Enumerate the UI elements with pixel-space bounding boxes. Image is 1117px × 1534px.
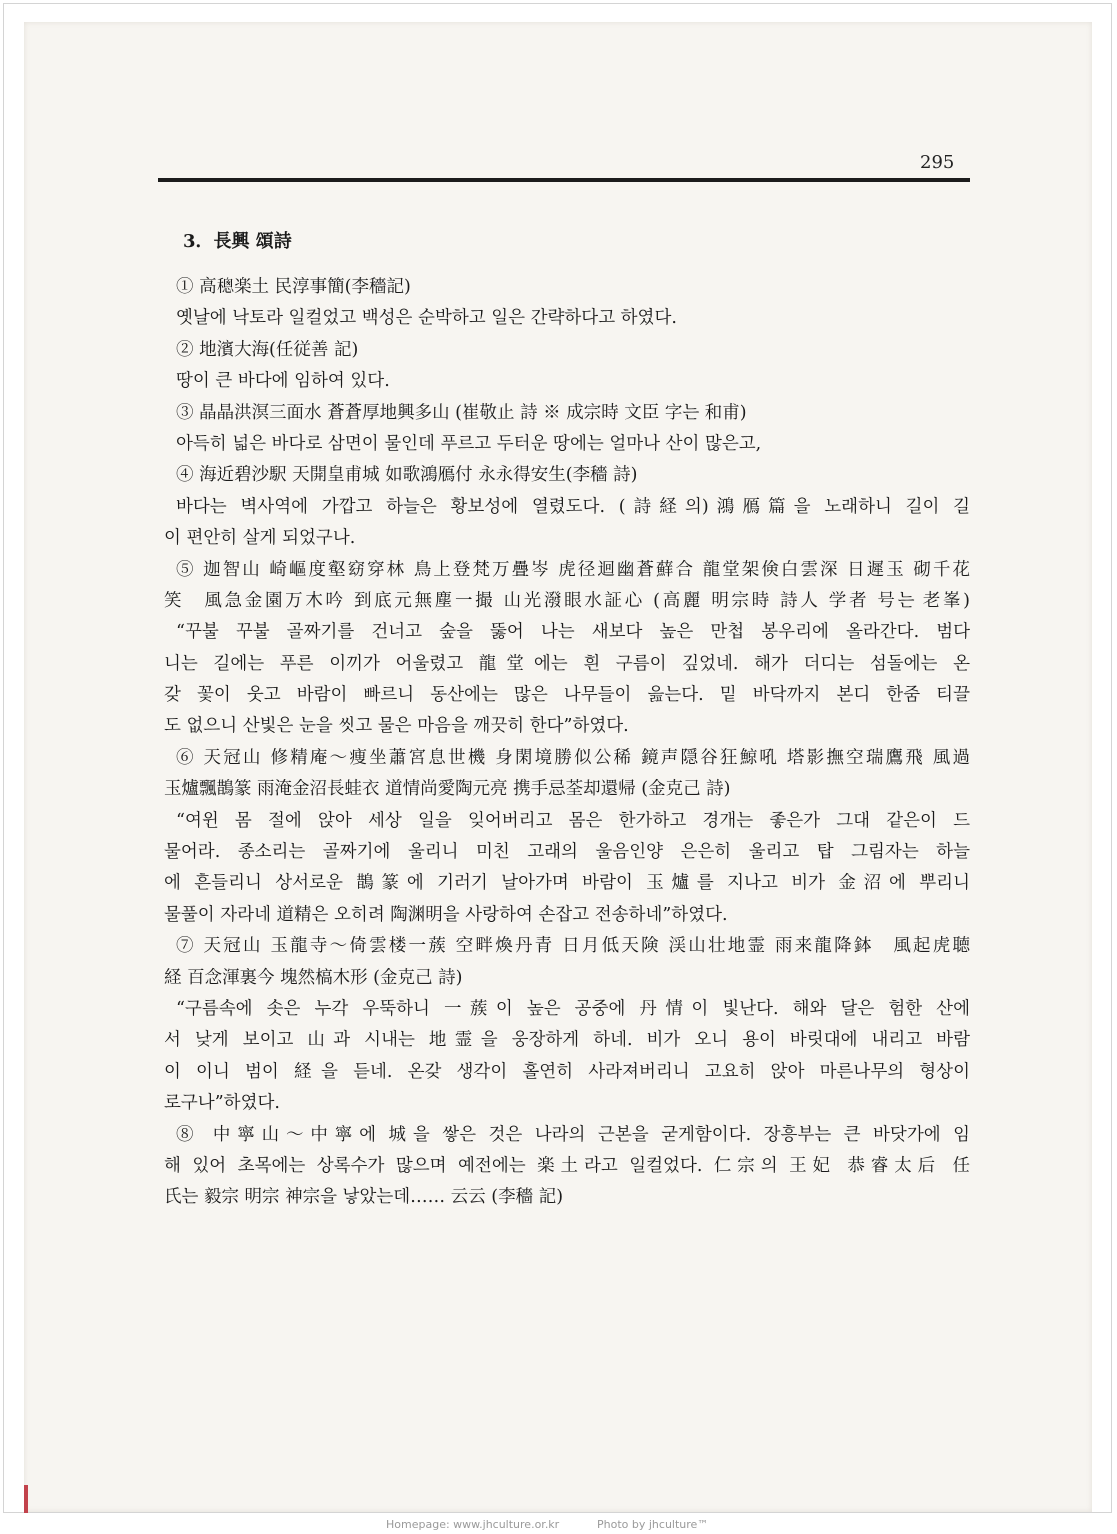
text-line: 笑 風急金園万木吟 到底元無塵一撮 山光潑眼水証心 (高麗 明宗時 詩人 学者 号는 老峯) [164, 590, 970, 611]
footer [0, 1516, 1117, 1534]
text-line: 経 百念渾裏今 塊然槁木形 (金克己 詩) [164, 967, 463, 988]
footer-homepage: Homepage: www.jhculture.or.kr [386, 1518, 560, 1531]
text-line: ④ 海近碧沙駅 天開皇甫城 如歌鴻鴈付 永永得安生(李穡 詩) [176, 465, 638, 486]
text-line: ① 高𥡥楽土 民淳事簡(李穡記) [176, 277, 411, 297]
section-heading: 3．長興 頌詩 [183, 231, 292, 252]
body-text [164, 272, 970, 1214]
text-line: 옛날에 낙토라 일컬었고 백성은 순박하고 일은 간략하다고 하였다. [176, 308, 677, 329]
text-line: ② 地濱大海(任従善 記) [176, 339, 359, 360]
page-edge-mark [24, 1485, 28, 1513]
text-line: 물풀이 자라네 道精은 오히려 陶渊明을 사랑하여 손잡고 전송하네”하였다. [164, 904, 728, 925]
text-line: “꾸불 꾸불 골짜기를 건너고 숲을 뚫어 나는 새보다 높은 만첩 봉우리에 올라간다. 범다 [176, 622, 970, 643]
text-line: “구름속에 솟은 누각 우뚝하니 一蔟이 높은 공중에 丹情이 빛난다. 해와 달은 험한 산에 [176, 998, 970, 1019]
text-line: ⑦ 天冠山 玉龍寺～倚雲楼一蔟 空畔煥丹青 日月低天険 渓山壮地霊 雨来龍降鉢 風起虎聴 [176, 936, 970, 957]
page-number: 295 [920, 152, 955, 173]
text-line: 로구나”하였다. [164, 1093, 280, 1114]
text-line: 이 이니 범이 経을 듣네. 온갖 생각이 홀연히 사라져버리니 고요히 앉아 마른나무의 형상이 [164, 1061, 970, 1082]
text-line: 氏는 毅宗 明宗 神宗을 낳았는데…… 云云 (李穡 記) [164, 1187, 564, 1208]
header-rule [158, 178, 970, 182]
text-line: 도 없으니 산빛은 눈을 씻고 물은 마음을 깨끗히 한다”하였다. [164, 716, 629, 737]
text-line: 니는 길에는 푸른 이끼가 어울렸고 龍堂에는 흰 구름이 깊었네. 해가 더디는 섬돌에는 온 [164, 653, 970, 674]
text-line: ⑧ 中寧山～中寧에 城을 쌓은 것은 나라의 근본을 굳게함이다. 장흥부는 큰 바닷가에 임 [176, 1124, 970, 1145]
text-line: 에 흔들리니 상서로운 鵲篆에 기러기 날아가며 바람이 玉爐를 지나고 비가 金沼에 뿌리니 [164, 873, 970, 894]
text-line: 이 편안히 살게 되었구나. [164, 528, 356, 549]
text-line: 갖 꽃이 웃고 바람이 빠르니 동산에는 많은 나무들이 읊는다. 밑 바닥까지 본디 한줌 티끌 [164, 685, 970, 706]
text-line: ③ 晶晶洪溟三面水 蒼蒼厚地興多山 (崔敬止 詩 ※ 成宗時 文臣 字는 和甫) [176, 402, 747, 423]
text-line: “여윈 몸 절에 앉아 세상 일을 잊어버리고 몸은 한가하고 경개는 좋은가 그대 같은이 드 [176, 810, 970, 831]
text-line: ⑤ 迦智山 崎嶇度壑窈穿林 鳥上登梵万疊岑 虎径迴幽蒼蘚合 龍堂架倹白雲深 日遲玉 砌千花 [176, 559, 970, 580]
text-line: 玉爐飄鵲篆 雨淹金沼長蛙衣 道情尚愛陶元亮 携手忌荃却還帰 (金克己 詩) [164, 779, 731, 800]
footer-photo-credit: Photo by jhculture™ [597, 1518, 709, 1531]
text-line: 물어라. 종소리는 골짜기에 울리니 미친 고래의 울음인양 은은히 울리고 탑 그림자는 하늘 [164, 842, 970, 863]
text-line: 해 있어 초목에는 상록수가 많으며 예전에는 楽土라고 일컬었다. 仁宗의 王妃 恭睿太后 任 [164, 1155, 970, 1176]
text-line: ⑥ 天冠山 修精庵～痩坐蕭宮息世機 身閑境勝似公稀 鏡声隠谷狂鯨吼 塔影撫空瑞鷹飛 風過 [176, 747, 970, 768]
text-line: 땅이 큰 바다에 임하여 있다. [176, 371, 390, 392]
text-line: 아득히 넓은 바다로 삼면이 물인데 푸르고 두터운 땅에는 얼마나 산이 많은고, [176, 433, 762, 454]
text-line: 서 낮게 보이고 山과 시내는 地霊을 웅장하게 하네. 비가 오니 용이 바릿대에 내리고 바람 [164, 1030, 970, 1051]
text-line: 바다는 벽사역에 가깝고 하늘은 황보성에 열렸도다. (詩経의)鴻鴈篇을 노래하니 길이 길 [176, 496, 970, 517]
